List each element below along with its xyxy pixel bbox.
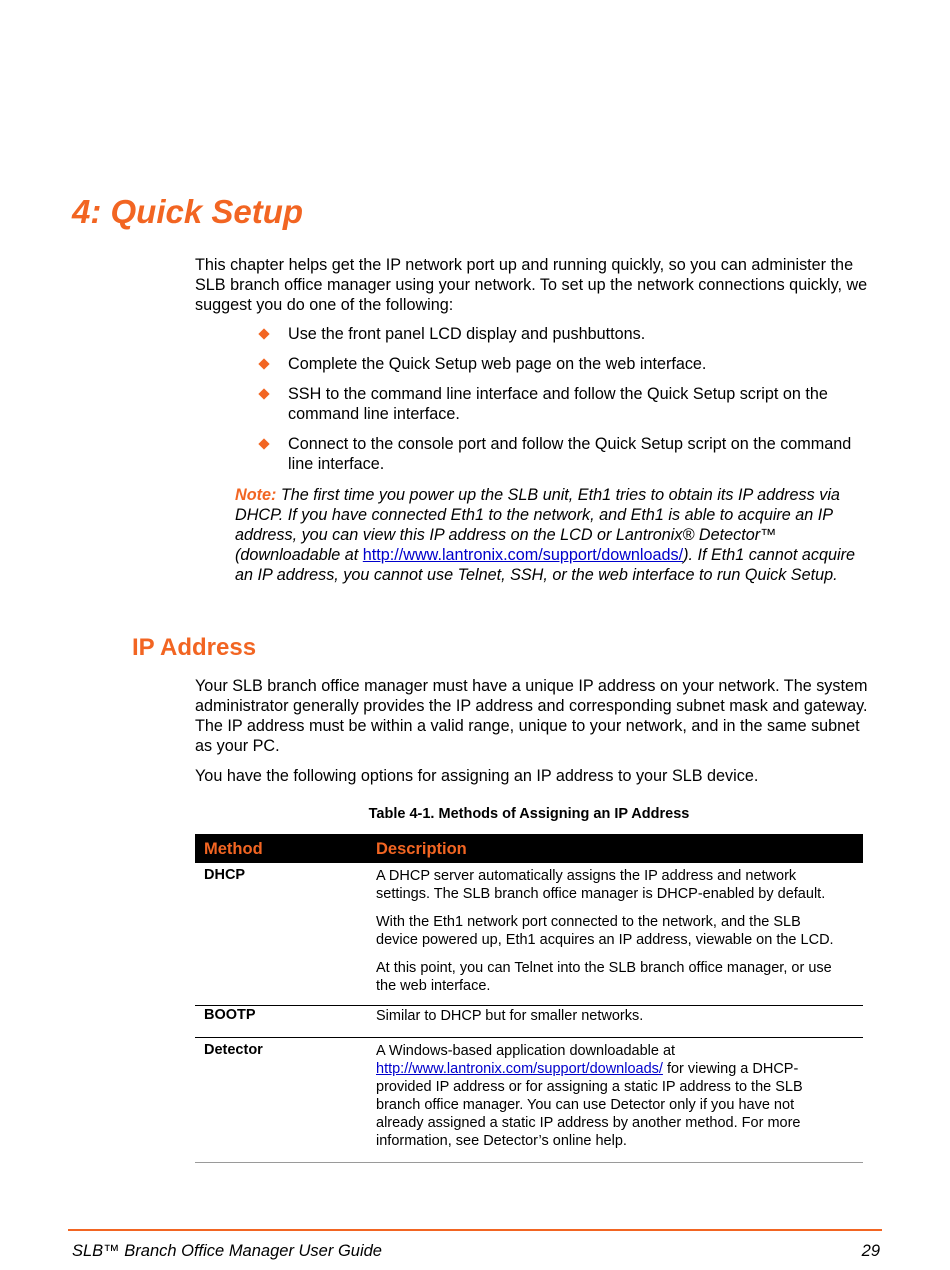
note-label: Note:	[235, 486, 277, 504]
note-paragraph: Note: The first time you power up the SLB unit, Eth1 tries to obtain its IP address via DHCP. If you have connected Eth1 to the network, and Eth1 is able to acquire an IP address, you can view this IP address on the LCD or Lantronix® Detector™ (downloadable at http://www.lantronix.com/support/downloads/). If Eth1 cannot acquire an IP address, you cannot use Telnet, SSH, or the web interface to run Quick Setup.	[235, 486, 855, 584]
list-item: Complete the Quick Setup web page on the web interface.	[258, 354, 878, 374]
list-item: Connect to the console port and follow the Quick Setup script on the command line interface.	[258, 434, 878, 474]
intro-paragraph: This chapter helps get the IP network port up and running quickly, so you can administer the SLB branch office manager using your network. To set up the network connections quickly, we suggest you do one of the following:	[195, 256, 868, 314]
table-row	[195, 863, 863, 1006]
table-row	[195, 1003, 863, 1038]
method-cell: BOOTP	[204, 1007, 256, 1023]
list-item: SSH to the command line interface and follow the Quick Setup script on the command line interface.	[258, 384, 878, 424]
list-item: Use the front panel LCD display and pushbuttons.	[258, 324, 878, 344]
setup-options-list	[258, 324, 878, 484]
description-cell: A Windows-based application downloadable at http://www.lantronix.com/support/downloads/ for viewing a DHCP-provided IP address or for assigning a static IP address to the SLB branch office manager. You can use Detector only if you have not already assigned a static IP address by another method. For more information, see Detector’s online help.	[376, 1043, 803, 1149]
table-header	[195, 834, 863, 863]
methods-table	[195, 834, 863, 1163]
method-cell: DHCP	[204, 867, 246, 883]
table-row	[195, 1038, 863, 1163]
description-cell: A DHCP server automatically assigns the IP address and network settings. The SLB branch office manager is DHCP-enabled by default. With the Eth1 network port connected to the network, and the SLB device powered up, Eth1 acquires an IP address, viewable on the LCD. At this point, you can Telnet into the SLB branch office manager, or use the web interface.	[376, 868, 834, 994]
header-description: Description	[376, 840, 467, 858]
description-cell: Similar to DHCP but for smaller networks.	[376, 1008, 644, 1024]
table-caption: Table 4-1. Methods of Assigning an IP Address	[368, 806, 690, 822]
diamond-bullet-icon	[258, 328, 269, 339]
header-method: Method	[204, 840, 263, 858]
diamond-bullet-icon	[258, 388, 269, 399]
ip-paragraph: Your SLB branch office manager must have a unique IP address on your network. The system administrator generally provides the IP address and corresponding subnet mask and gateway. The IP address must be within a valid range, unique to your network, and in the same subnet as your PC.	[195, 677, 868, 755]
diamond-bullet-icon	[258, 358, 269, 369]
footer-title: SLB™ Branch Office Manager User Guide	[72, 1242, 382, 1260]
footer-divider	[68, 1229, 882, 1231]
diamond-bullet-icon	[258, 438, 269, 449]
method-cell: Detector	[204, 1042, 263, 1058]
detector-downloads-link[interactable]: http://www.lantronix.com/support/downloads/	[376, 1061, 663, 1077]
page-number: 29	[861, 1242, 880, 1260]
downloads-link[interactable]: http://www.lantronix.com/support/downloads/	[362, 546, 684, 564]
ip-options-paragraph: You have the following options for assigning an IP address to your SLB device.	[195, 767, 759, 785]
section-title: IP Address	[132, 634, 257, 661]
chapter-title: 4: Quick Setup	[72, 193, 304, 230]
